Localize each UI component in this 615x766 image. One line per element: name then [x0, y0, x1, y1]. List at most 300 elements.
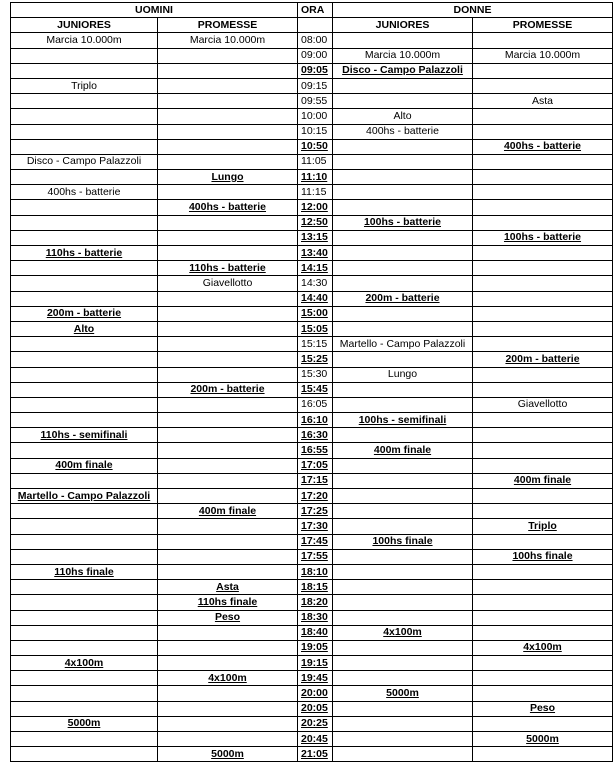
uomini-promesse-cell	[158, 701, 298, 716]
donne-promesse-cell	[473, 595, 613, 610]
ora-cell: 17:45	[298, 534, 333, 549]
donne-juniores-cell: Lungo	[333, 367, 473, 382]
schedule-row	[11, 732, 613, 747]
donne-promesse-cell: 200m - batterie	[473, 352, 613, 367]
uomini-juniores-cell: Triplo	[11, 78, 158, 93]
donne-promesse-cell	[473, 716, 613, 731]
donne-promesse-cell	[473, 170, 613, 185]
ora-cell: 20:45	[298, 732, 333, 747]
donne-promesse-cell: Marcia 10.000m	[473, 48, 613, 63]
uomini-promesse-cell	[158, 109, 298, 124]
uomini-promesse-cell	[158, 519, 298, 534]
donne-juniores-cell	[333, 94, 473, 109]
schedule-row	[11, 139, 613, 154]
uomini-juniores-cell	[11, 580, 158, 595]
donne-promesse-cell: Triplo	[473, 519, 613, 534]
uomini-promesse-cell	[158, 640, 298, 655]
donne-promesse-cell	[473, 78, 613, 93]
donne-juniores-cell: 4x100m	[333, 625, 473, 640]
donne-juniores-cell: Marcia 10.000m	[333, 48, 473, 63]
uomini-promesse-cell: 400hs - batterie	[158, 200, 298, 215]
schedule-row	[11, 413, 613, 428]
schedule-row	[11, 352, 613, 367]
uomini-promesse-cell: 200m - batterie	[158, 382, 298, 397]
donne-juniores-cell	[333, 473, 473, 488]
uomini-juniores-cell: 5000m	[11, 716, 158, 731]
ora-cell: 10:50	[298, 139, 333, 154]
donne-juniores-cell: 100hs - batterie	[333, 215, 473, 230]
uomini-juniores-cell	[11, 124, 158, 139]
uomini-promesse-cell	[158, 489, 298, 504]
uomini-juniores-cell	[11, 170, 158, 185]
schedule-row	[11, 94, 613, 109]
uomini-juniores-cell	[11, 109, 158, 124]
donne-promesse-cell: Asta	[473, 94, 613, 109]
header-uomini-juniores: JUNIORES	[11, 18, 158, 33]
ora-cell: 11:05	[298, 154, 333, 169]
donne-juniores-cell	[333, 428, 473, 443]
donne-juniores-cell: 100hs finale	[333, 534, 473, 549]
schedule-row	[11, 367, 613, 382]
header-donne: DONNE	[333, 3, 613, 18]
donne-promesse-cell	[473, 656, 613, 671]
donne-promesse-cell	[473, 261, 613, 276]
uomini-promesse-cell	[158, 428, 298, 443]
donne-promesse-cell: 400hs - batterie	[473, 139, 613, 154]
donne-promesse-cell	[473, 382, 613, 397]
uomini-promesse-cell: Giavellotto	[158, 276, 298, 291]
ora-cell: 19:45	[298, 671, 333, 686]
ora-cell: 12:00	[298, 200, 333, 215]
schedule-row	[11, 78, 613, 93]
donne-promesse-cell	[473, 367, 613, 382]
donne-juniores-cell	[333, 261, 473, 276]
ora-cell: 15:45	[298, 382, 333, 397]
donne-promesse-cell: 100hs finale	[473, 549, 613, 564]
header-row-categories	[11, 18, 613, 33]
uomini-juniores-cell	[11, 640, 158, 655]
schedule-row	[11, 625, 613, 640]
uomini-juniores-cell	[11, 549, 158, 564]
donne-juniores-cell: 400hs - batterie	[333, 124, 473, 139]
uomini-promesse-cell	[158, 291, 298, 306]
donne-promesse-cell	[473, 291, 613, 306]
ora-cell: 20:00	[298, 686, 333, 701]
ora-cell: 18:40	[298, 625, 333, 640]
donne-juniores-cell: 5000m	[333, 686, 473, 701]
uomini-promesse-cell	[158, 686, 298, 701]
donne-promesse-cell	[473, 109, 613, 124]
uomini-promesse-cell: 4x100m	[158, 671, 298, 686]
uomini-promesse-cell	[158, 185, 298, 200]
uomini-juniores-cell	[11, 747, 158, 762]
uomini-promesse-cell	[158, 367, 298, 382]
uomini-promesse-cell	[158, 473, 298, 488]
uomini-promesse-cell	[158, 230, 298, 245]
donne-promesse-cell	[473, 428, 613, 443]
uomini-promesse-cell	[158, 321, 298, 336]
uomini-juniores-cell	[11, 625, 158, 640]
ora-cell: 18:10	[298, 564, 333, 579]
donne-juniores-cell	[333, 78, 473, 93]
schedule-row	[11, 48, 613, 63]
donne-juniores-cell	[333, 656, 473, 671]
uomini-juniores-cell	[11, 443, 158, 458]
ora-cell: 10:15	[298, 124, 333, 139]
donne-promesse-cell	[473, 671, 613, 686]
donne-promesse-cell	[473, 200, 613, 215]
donne-juniores-cell	[333, 519, 473, 534]
uomini-juniores-cell	[11, 473, 158, 488]
donne-promesse-cell	[473, 306, 613, 321]
uomini-juniores-cell: 200m - batterie	[11, 306, 158, 321]
uomini-juniores-cell	[11, 63, 158, 78]
uomini-juniores-cell	[11, 504, 158, 519]
ora-cell: 18:30	[298, 610, 333, 625]
donne-juniores-cell: Martello - Campo Palazzoli	[333, 337, 473, 352]
schedule-body	[11, 3, 613, 762]
ora-cell: 17:25	[298, 504, 333, 519]
schedule-row	[11, 747, 613, 762]
schedule-row	[11, 458, 613, 473]
ora-cell: 18:20	[298, 595, 333, 610]
uomini-juniores-cell: Marcia 10.000m	[11, 33, 158, 48]
header-uomini: UOMINI	[11, 3, 298, 18]
header-donne-juniores: JUNIORES	[333, 18, 473, 33]
uomini-juniores-cell	[11, 413, 158, 428]
schedule-row	[11, 473, 613, 488]
donne-juniores-cell	[333, 306, 473, 321]
schedule-row	[11, 534, 613, 549]
ora-cell: 14:40	[298, 291, 333, 306]
schedule-row	[11, 230, 613, 245]
donne-promesse-cell	[473, 747, 613, 762]
uomini-promesse-cell	[158, 154, 298, 169]
schedule-row	[11, 656, 613, 671]
uomini-promesse-cell: 400m finale	[158, 504, 298, 519]
uomini-promesse-cell	[158, 656, 298, 671]
ora-cell: 12:50	[298, 215, 333, 230]
uomini-promesse-cell: Peso	[158, 610, 298, 625]
uomini-juniores-cell	[11, 261, 158, 276]
donne-juniores-cell	[333, 185, 473, 200]
donne-juniores-cell: 400m finale	[333, 443, 473, 458]
ora-cell: 17:20	[298, 489, 333, 504]
donne-promesse-cell: Giavellotto	[473, 397, 613, 412]
donne-juniores-cell	[333, 716, 473, 731]
donne-promesse-cell	[473, 124, 613, 139]
ora-cell: 09:55	[298, 94, 333, 109]
schedule-row	[11, 564, 613, 579]
ora-cell: 15:25	[298, 352, 333, 367]
uomini-juniores-cell: 110hs - semifinali	[11, 428, 158, 443]
uomini-juniores-cell: 110hs finale	[11, 564, 158, 579]
uomini-promesse-cell	[158, 94, 298, 109]
header-ora: ORA	[298, 3, 333, 18]
schedule-row	[11, 337, 613, 352]
donne-juniores-cell	[333, 504, 473, 519]
uomini-promesse-cell	[158, 534, 298, 549]
schedule-row	[11, 185, 613, 200]
ora-cell: 19:05	[298, 640, 333, 655]
donne-promesse-cell	[473, 534, 613, 549]
ora-cell: 21:05	[298, 747, 333, 762]
ora-cell: 15:30	[298, 367, 333, 382]
ora-cell: 11:15	[298, 185, 333, 200]
donne-promesse-cell	[473, 564, 613, 579]
uomini-promesse-cell	[158, 564, 298, 579]
uomini-juniores-cell	[11, 732, 158, 747]
donne-juniores-cell	[333, 489, 473, 504]
schedule-row	[11, 549, 613, 564]
donne-promesse-cell: 400m finale	[473, 473, 613, 488]
donne-juniores-cell	[333, 200, 473, 215]
ora-cell: 20:25	[298, 716, 333, 731]
donne-promesse-cell	[473, 580, 613, 595]
uomini-promesse-cell: Lungo	[158, 170, 298, 185]
uomini-promesse-cell	[158, 397, 298, 412]
donne-juniores-cell	[333, 33, 473, 48]
schedule-row	[11, 489, 613, 504]
donne-promesse-cell: Peso	[473, 701, 613, 716]
ora-cell: 20:05	[298, 701, 333, 716]
donne-promesse-cell	[473, 504, 613, 519]
ora-cell: 09:05	[298, 63, 333, 78]
uomini-juniores-cell	[11, 291, 158, 306]
uomini-promesse-cell: Marcia 10.000m	[158, 33, 298, 48]
uomini-juniores-cell	[11, 519, 158, 534]
uomini-juniores-cell	[11, 397, 158, 412]
donne-juniores-cell: 200m - batterie	[333, 291, 473, 306]
donne-juniores-cell	[333, 549, 473, 564]
donne-promesse-cell	[473, 185, 613, 200]
ora-cell: 13:40	[298, 246, 333, 261]
schedule-row	[11, 291, 613, 306]
uomini-juniores-cell	[11, 367, 158, 382]
donne-promesse-cell	[473, 154, 613, 169]
uomini-promesse-cell	[158, 78, 298, 93]
uomini-juniores-cell	[11, 139, 158, 154]
uomini-promesse-cell	[158, 139, 298, 154]
uomini-promesse-cell	[158, 124, 298, 139]
ora-cell: 14:30	[298, 276, 333, 291]
uomini-juniores-cell: 400hs - batterie	[11, 185, 158, 200]
ora-cell: 14:15	[298, 261, 333, 276]
donne-promesse-cell: 4x100m	[473, 640, 613, 655]
ora-cell: 15:15	[298, 337, 333, 352]
ora-cell: 09:15	[298, 78, 333, 93]
uomini-promesse-cell: 5000m	[158, 747, 298, 762]
schedule-row	[11, 610, 613, 625]
donne-promesse-cell	[473, 625, 613, 640]
uomini-promesse-cell	[158, 549, 298, 564]
schedule-row	[11, 504, 613, 519]
schedule-table	[10, 2, 613, 762]
donne-juniores-cell	[333, 397, 473, 412]
uomini-promesse-cell: 110hs finale	[158, 595, 298, 610]
donne-promesse-cell: 100hs - batterie	[473, 230, 613, 245]
donne-juniores-cell	[333, 139, 473, 154]
donne-juniores-cell: Alto	[333, 109, 473, 124]
schedule-row	[11, 154, 613, 169]
schedule-row	[11, 306, 613, 321]
uomini-promesse-cell	[158, 625, 298, 640]
donne-juniores-cell	[333, 732, 473, 747]
uomini-promesse-cell	[158, 306, 298, 321]
uomini-juniores-cell	[11, 200, 158, 215]
uomini-promesse-cell	[158, 246, 298, 261]
schedule-row	[11, 443, 613, 458]
uomini-promesse-cell	[158, 337, 298, 352]
uomini-juniores-cell	[11, 337, 158, 352]
ora-cell: 08:00	[298, 33, 333, 48]
schedule-row	[11, 276, 613, 291]
donne-juniores-cell	[333, 458, 473, 473]
donne-promesse-cell	[473, 458, 613, 473]
donne-juniores-cell	[333, 352, 473, 367]
schedule-row	[11, 716, 613, 731]
donne-promesse-cell	[473, 337, 613, 352]
donne-juniores-cell	[333, 154, 473, 169]
ora-cell: 16:55	[298, 443, 333, 458]
uomini-juniores-cell: 400m finale	[11, 458, 158, 473]
donne-juniores-cell	[333, 382, 473, 397]
donne-promesse-cell	[473, 215, 613, 230]
uomini-promesse-cell	[158, 352, 298, 367]
schedule-row	[11, 321, 613, 336]
header-ora-empty	[298, 18, 333, 33]
schedule-row	[11, 246, 613, 261]
donne-juniores-cell	[333, 246, 473, 261]
uomini-juniores-cell	[11, 215, 158, 230]
uomini-juniores-cell	[11, 94, 158, 109]
ora-cell: 18:15	[298, 580, 333, 595]
donne-juniores-cell	[333, 640, 473, 655]
header-donne-promesse: PROMESSE	[473, 18, 613, 33]
donne-juniores-cell	[333, 671, 473, 686]
uomini-promesse-cell	[158, 732, 298, 747]
uomini-juniores-cell	[11, 686, 158, 701]
uomini-juniores-cell	[11, 610, 158, 625]
uomini-juniores-cell	[11, 230, 158, 245]
ora-cell: 13:15	[298, 230, 333, 245]
uomini-promesse-cell	[158, 48, 298, 63]
schedule-row	[11, 200, 613, 215]
uomini-juniores-cell	[11, 595, 158, 610]
uomini-juniores-cell	[11, 534, 158, 549]
donne-juniores-cell	[333, 610, 473, 625]
ora-cell: 16:05	[298, 397, 333, 412]
schedule-row	[11, 261, 613, 276]
donne-promesse-cell	[473, 610, 613, 625]
ora-cell: 17:30	[298, 519, 333, 534]
schedule-row	[11, 686, 613, 701]
ora-cell: 19:15	[298, 656, 333, 671]
uomini-juniores-cell	[11, 671, 158, 686]
uomini-juniores-cell: 110hs - batterie	[11, 246, 158, 261]
uomini-juniores-cell: Alto	[11, 321, 158, 336]
donne-juniores-cell	[333, 276, 473, 291]
donne-juniores-cell	[333, 701, 473, 716]
schedule-row	[11, 33, 613, 48]
ora-cell: 10:00	[298, 109, 333, 124]
ora-cell: 17:15	[298, 473, 333, 488]
schedule-row	[11, 428, 613, 443]
ora-cell: 17:05	[298, 458, 333, 473]
schedule-row	[11, 580, 613, 595]
donne-juniores-cell	[333, 595, 473, 610]
uomini-juniores-cell	[11, 382, 158, 397]
ora-cell: 09:00	[298, 48, 333, 63]
schedule-row	[11, 595, 613, 610]
uomini-juniores-cell	[11, 352, 158, 367]
donne-juniores-cell	[333, 230, 473, 245]
schedule-row	[11, 382, 613, 397]
schedule-row	[11, 170, 613, 185]
uomini-promesse-cell	[158, 215, 298, 230]
uomini-juniores-cell	[11, 276, 158, 291]
schedule-row	[11, 701, 613, 716]
donne-juniores-cell	[333, 321, 473, 336]
donne-juniores-cell: 100hs - semifinali	[333, 413, 473, 428]
ora-cell: 15:05	[298, 321, 333, 336]
uomini-promesse-cell	[158, 63, 298, 78]
donne-promesse-cell	[473, 321, 613, 336]
schedule-row	[11, 215, 613, 230]
schedule-row	[11, 640, 613, 655]
header-uomini-promesse: PROMESSE	[158, 18, 298, 33]
uomini-juniores-cell: 4x100m	[11, 656, 158, 671]
donne-promesse-cell	[473, 489, 613, 504]
uomini-juniores-cell: Martello - Campo Palazzoli	[11, 489, 158, 504]
schedule-row	[11, 671, 613, 686]
schedule-row	[11, 397, 613, 412]
uomini-promesse-cell: 110hs - batterie	[158, 261, 298, 276]
uomini-promesse-cell	[158, 443, 298, 458]
uomini-promesse-cell	[158, 716, 298, 731]
donne-promesse-cell	[473, 33, 613, 48]
uomini-promesse-cell	[158, 458, 298, 473]
ora-cell: 15:00	[298, 306, 333, 321]
schedule-row	[11, 63, 613, 78]
ora-cell: 17:55	[298, 549, 333, 564]
uomini-juniores-cell: Disco - Campo Palazzoli	[11, 154, 158, 169]
uomini-juniores-cell	[11, 701, 158, 716]
schedule-row	[11, 124, 613, 139]
uomini-promesse-cell	[158, 413, 298, 428]
ora-cell: 16:30	[298, 428, 333, 443]
donne-promesse-cell	[473, 413, 613, 428]
donne-promesse-cell: 5000m	[473, 732, 613, 747]
schedule-row	[11, 519, 613, 534]
schedule-row	[11, 109, 613, 124]
donne-juniores-cell	[333, 747, 473, 762]
uomini-promesse-cell: Asta	[158, 580, 298, 595]
donne-promesse-cell	[473, 63, 613, 78]
donne-promesse-cell	[473, 246, 613, 261]
donne-promesse-cell	[473, 443, 613, 458]
donne-juniores-cell: Disco - Campo Palazzoli	[333, 63, 473, 78]
donne-juniores-cell	[333, 564, 473, 579]
donne-promesse-cell	[473, 686, 613, 701]
donne-juniores-cell	[333, 580, 473, 595]
ora-cell: 11:10	[298, 170, 333, 185]
header-row-groups	[11, 3, 613, 18]
donne-promesse-cell	[473, 276, 613, 291]
ora-cell: 16:10	[298, 413, 333, 428]
donne-juniores-cell	[333, 170, 473, 185]
uomini-juniores-cell	[11, 48, 158, 63]
